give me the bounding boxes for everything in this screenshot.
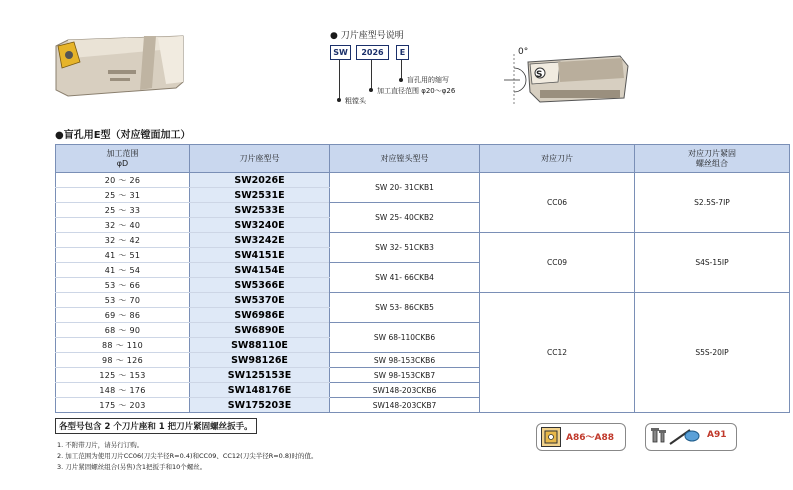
boring-head-cell: SW 41- 66CKB4 [330,263,480,293]
table-row [56,293,790,308]
legend-diameter-label: 加工直径范围 φ20～φ26 [377,87,456,95]
holder-model-cell: SW5370E [190,293,330,308]
range-cell: 32 ～ 40 [56,218,190,233]
range-cell: 25 ～ 31 [56,188,190,203]
range-cell: 41 ～ 54 [56,263,190,278]
designation-legend-label: 刀片座型号说明 [340,31,404,41]
legend-dot [399,78,403,82]
holder-model-cell: SW2531E [190,188,330,203]
holder-model-cell: SW98126E [190,353,330,368]
holder-model-cell: SW4151E [190,248,330,263]
legend-blind-label: 盲孔用的缩写 [407,76,449,84]
insert-holder-illustration [48,28,188,106]
spec-table [55,144,790,413]
holder-model-cell: SW2026E [190,173,330,188]
range-cell: 53 ～ 66 [56,278,190,293]
package-note: 各型号包含 2 个刀片座和 1 把刀片紧固螺丝扳手。 [55,418,257,434]
bullet-icon: ● [330,31,338,41]
legend-dot [337,98,341,102]
holder-model-cell: SW3240E [190,218,330,233]
holder-model-cell: SW4154E [190,263,330,278]
header-screw-set: 对应刀片紧固 螺丝组合 [635,145,790,173]
range-cell: 20 ～ 26 [56,173,190,188]
insert-cell: CC06 [480,173,635,233]
footnote-1: 1. 不附带刀片，请另行订购。 [57,441,144,449]
table-row [56,233,790,248]
range-cell: 69 ～ 86 [56,308,190,323]
insert-cell: CC12 [480,293,635,413]
range-cell: 25 ～ 33 [56,203,190,218]
insert-cell: CC09 [480,233,635,293]
range-cell: 41 ～ 51 [56,248,190,263]
holder-model-cell: SW125153E [190,368,330,383]
range-cell: 175 ～ 203 [56,398,190,413]
screw-set-cell: S5S-20IP [635,293,790,413]
section-title: ●盲孔用E型（对应镗面加工） [55,130,191,141]
holder-model-cell: SW2533E [190,203,330,218]
legend-dot [369,88,373,92]
svg-text:S: S [536,70,543,80]
boring-head-cell: SW 98-153CKB6 [330,353,480,368]
insert-ref-pages[interactable]: A86～A88 [566,433,614,443]
boring-head-cell: SW 68-110CKB6 [330,323,480,353]
range-cell: 125 ～ 153 [56,368,190,383]
range-cell: 32 ～ 42 [56,233,190,248]
range-cell: 98 ～ 126 [56,353,190,368]
holder-model-cell: SW6986E [190,308,330,323]
boring-head-side-illustration [500,40,635,115]
screw-set-cell: S2.5S-7IP [635,173,790,233]
holder-model-cell: SW175203E [190,398,330,413]
table-row [56,173,790,188]
screw-set-cell: S4S-15IP [635,233,790,293]
header-insert: 对应刀片 [480,145,635,173]
screw-ref-page[interactable]: A91 [707,430,727,440]
holder-model-cell: SW88110E [190,338,330,353]
range-cell: 68 ～ 90 [56,323,190,338]
footnote-2: 2. 加工范围为使用刀片CC06(刀尖半径R=0.4)和CC09、CC12(刀尖半径R=0.8)时的值。 [57,452,318,460]
header-holder-model: 刀片座型号 [190,145,330,173]
boring-head-cell: SW 53- 86CKB5 [330,293,480,323]
range-cell: 53 ～ 70 [56,293,190,308]
holder-model-cell: SW148176E [190,383,330,398]
holder-model-cell: SW6890E [190,323,330,338]
boring-head-cell: SW 20- 31CKB1 [330,173,480,203]
screw-wrench-icon [650,424,702,448]
holder-model-cell: SW5366E [190,278,330,293]
header-boring-head: 对应镗头型号 [330,145,480,173]
boring-head-cell: SW148-203CKB6 [330,383,480,398]
code-part-diameter: 2026 [356,45,389,60]
boring-head-cell: SW 98-153CKB7 [330,368,480,383]
insert-icon [541,427,561,447]
footnote-3: 3. 刀片紧固螺丝组合(另售)含1把扳手和10个螺丝。 [57,463,207,471]
boring-head-cell: SW 32- 51CKB3 [330,233,480,263]
code-part-sw: SW [330,45,351,60]
range-cell: 88 ～ 110 [56,338,190,353]
boring-head-cell: SW148-203CKB7 [330,398,480,413]
legend-rough-label: 粗镗头 [345,97,366,105]
angle-label: 0° [518,47,529,57]
boring-head-cell: SW 25- 40CKB2 [330,203,480,233]
designation-legend-title [330,28,404,41]
holder-model-cell: SW3242E [190,233,330,248]
code-part-e: E [396,45,409,60]
range-cell: 148 ～ 176 [56,383,190,398]
header-range: 加工范围 φD [56,145,190,173]
